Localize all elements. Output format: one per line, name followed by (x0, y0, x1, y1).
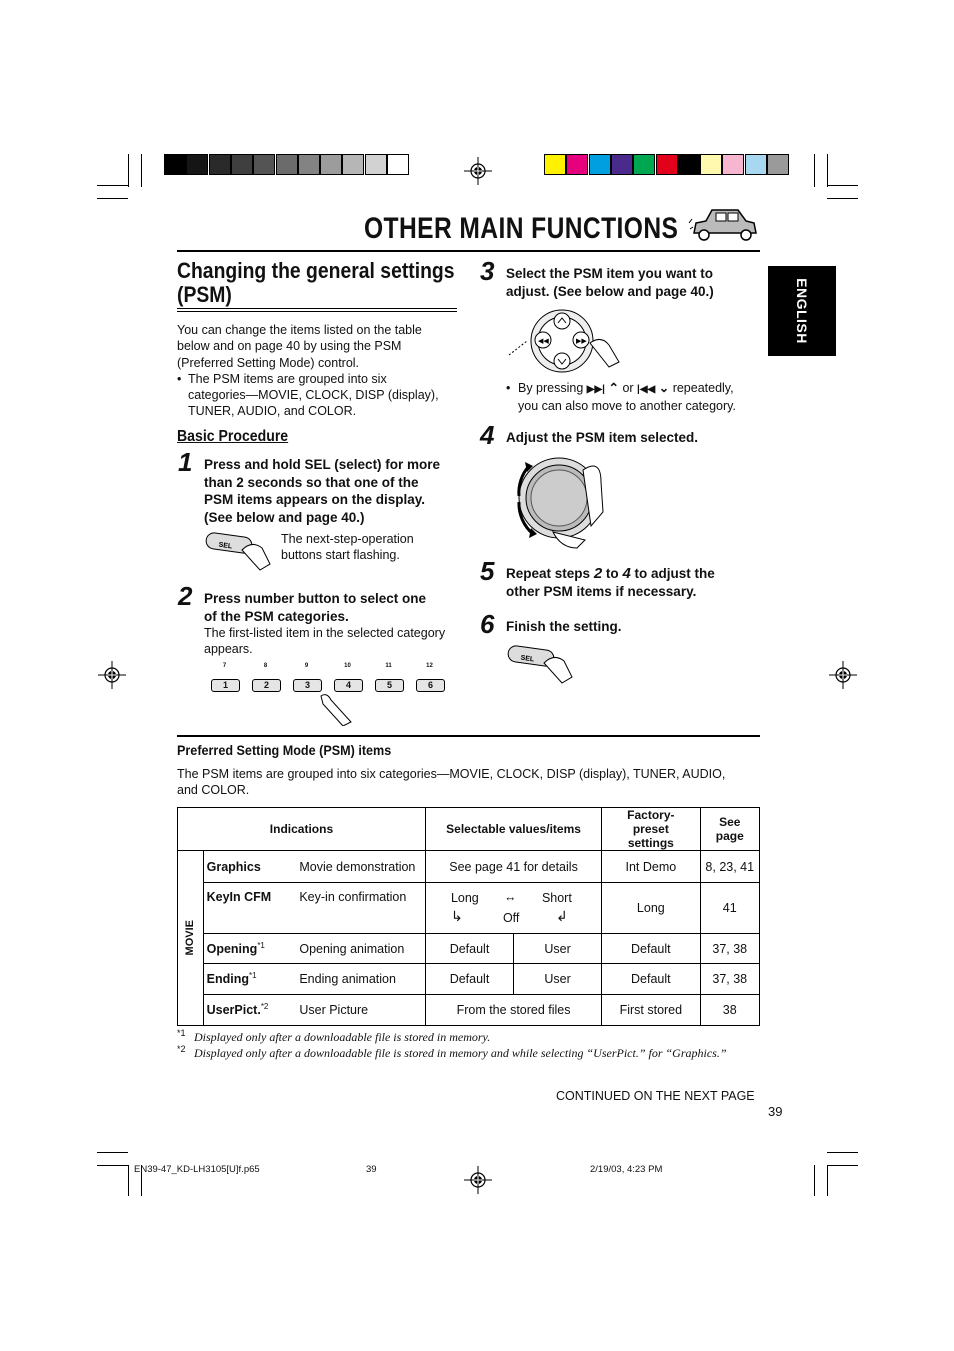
continued-note: CONTINUED ON THE NEXT PAGE (556, 1089, 755, 1103)
number-button-3: 3 (293, 679, 322, 692)
next-icon: ▶▶| (586, 384, 605, 395)
number-button-1: 1 (211, 679, 240, 692)
color-swatch (745, 154, 767, 175)
color-swatch (656, 154, 678, 175)
gray-swatch (231, 154, 253, 175)
psm-table (177, 807, 760, 1026)
registration-mark-left (98, 661, 126, 689)
control-pad-icon (505, 307, 625, 375)
sel-button-press-icon (204, 530, 276, 574)
registration-mark-top (464, 157, 492, 185)
number-button-2: 2 (252, 679, 281, 692)
number-button-4: 4 (334, 679, 363, 692)
header-values: Selectable values/items (425, 808, 601, 851)
gray-swatch (253, 154, 275, 175)
step-4-number: 4 (480, 420, 495, 450)
gray-swatch (365, 154, 387, 175)
svg-text:▶▶: ▶▶ (576, 338, 587, 345)
double-arrow-icon: ↔ (503, 890, 517, 904)
step-1-number: 1 (178, 447, 193, 477)
table-row: Ending$^{*1}$ Ending animation Default User Default 37, 38 (178, 964, 760, 995)
psm-heading: Preferred Setting Mode (PSM) items (177, 742, 392, 758)
gray-swatch (186, 154, 208, 175)
section-title: Changing the general settings (PSM) (177, 258, 455, 307)
number-button-6: 6 (416, 679, 445, 692)
chevron-down-icon: ⌄ (658, 381, 670, 395)
step-4-text: Adjust the PSM item selected. (506, 430, 699, 445)
color-swatch (767, 154, 789, 175)
title-rule (177, 250, 760, 252)
section-intro: You can change the items listed on the table below and on page 40 by using the PSM (Preferred Setting Mode) control. • The PSM items are grouped into six categories—MOVIE, CLOCK, DISP (display), TUNER, AUDIO, and COLOR. (177, 323, 439, 419)
sel-button-press-icon-2 (506, 643, 578, 687)
header-see-page: See page (700, 808, 759, 851)
sel-label: SEL (218, 541, 233, 551)
step-2-note: The first-listed item in the selected category appears. (204, 626, 446, 657)
chevron-up-icon: ⌃ (608, 381, 619, 395)
color-swatch (589, 154, 611, 175)
gray-swatch (298, 154, 320, 175)
step-3-text: Select the PSM item you want to adjust. (See below and page 40.) (506, 266, 714, 299)
gray-swatch (276, 154, 298, 175)
rotary-knob-icon (505, 452, 605, 554)
color-swatch (722, 154, 744, 175)
header-factory: Factory-preset settings (602, 808, 700, 851)
table-row: Opening$^{*1}$ Opening animation Default User Default 37, 38 (178, 934, 760, 964)
keyin-values: Long ↔ Short ↳ Off ↲ (425, 883, 601, 934)
table-row: UserPict.$^{*2}$ User Picture From the stored files First stored 38 (178, 995, 760, 1026)
print-date: 2/19/03, 4:23 PM (590, 1164, 663, 1175)
finger-icon (315, 692, 355, 726)
gray-swatch (342, 154, 364, 175)
svg-text:◀◀: ◀◀ (538, 338, 549, 345)
print-file-name: EN39-47_KD-LH3105[U]f.p65 (134, 1164, 260, 1175)
color-swatch (566, 154, 588, 175)
step-2-text: Press number button to select one of the PSM categories. (204, 591, 427, 624)
registration-mark-right (829, 661, 857, 689)
page-title: OTHER MAIN FUNCTIONS (364, 212, 679, 245)
gray-swatch (387, 154, 409, 175)
print-page: 39 (366, 1164, 377, 1175)
color-swatch (633, 154, 655, 175)
gray-swatch (209, 154, 231, 175)
step-5-number: 5 (480, 556, 495, 586)
sel-label-2: SEL (520, 654, 535, 664)
gray-swatch (164, 154, 186, 175)
step-1-text: Press and hold SEL (select) for more than 2 seconds so that one of the PSM items appears on the display. (See below and page 40.) (204, 457, 441, 525)
psm-description: The PSM items are grouped into six categories—MOVIE, CLOCK, DISP (display), TUNER, AUDIO, and COLOR. (177, 767, 726, 798)
step-6-text: Finish the setting. (506, 619, 622, 634)
step-6-number: 6 (480, 609, 495, 639)
footnotes: *1 Displayed only after a downloadable file is stored in memory. *2 Displayed only after a downloadable file is stored in memory and while selecting “UserPict.” for “Graphics.” (177, 1028, 727, 1060)
step-5-text: Repeat steps 2 to 4 to adjust the other PSM items if necessary. (506, 565, 715, 599)
color-swatch (544, 154, 566, 175)
color-swatch (700, 154, 722, 175)
car-icon (688, 203, 760, 245)
category-cell: MOVIE (178, 851, 204, 1026)
registration-mark-bottom (464, 1166, 492, 1194)
step-2-number: 2 (178, 581, 193, 611)
page-number: 39 (768, 1104, 783, 1119)
color-swatch (611, 154, 633, 175)
header-indications: Indications (178, 808, 426, 851)
language-tab: ENGLISH (768, 266, 836, 356)
color-swatch (678, 154, 700, 175)
previous-icon: |◀◀ (637, 384, 656, 395)
step-3-note: • By pressing ▶▶| ⌃ or |◀◀ ⌄ repeatedly, you can also move to another category. (506, 381, 736, 414)
table-row: KeyIn CFM Key-in confirmation Long ↔ Short ↳ Off ↲ Long 41 (178, 883, 760, 934)
gray-swatch (320, 154, 342, 175)
return-arrow-left-icon: ↲ (555, 908, 568, 924)
step-3-number: 3 (480, 256, 495, 286)
number-button-5: 5 (375, 679, 404, 692)
step-1-note: The next-step-operation buttons start flashing. (281, 532, 414, 563)
basic-procedure-heading: Basic Procedure (177, 428, 289, 445)
return-arrow-icon: ↳ (450, 908, 463, 924)
table-row: MOVIE Graphics Movie demonstration See page 41 for details Int Demo 8, 23, 41 (178, 851, 760, 883)
